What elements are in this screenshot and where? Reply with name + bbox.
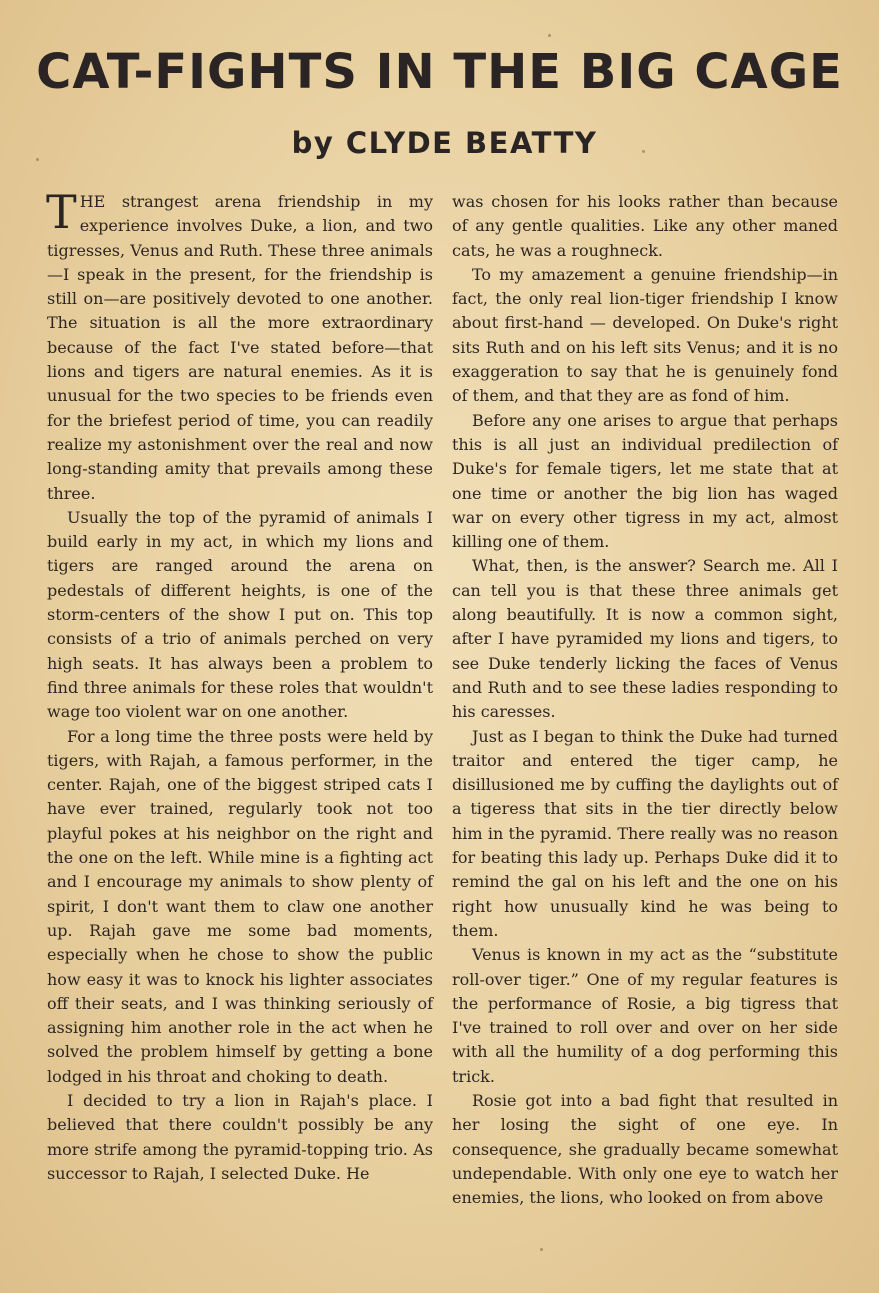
paragraph: What, then, is the answer? Search me. All I can tell you is that these three animals get along beautifully. It is now a common sight, after I have pyramided my lions and tigers, to see Duke tenderly licking the faces of Venus and Ruth and to see these ladies responding to his caresses. bbox=[452, 556, 838, 722]
paragraph: was chosen for his looks rather than because of any gentle qualities. Like any other maned cats, he was a roughneck. bbox=[452, 192, 838, 260]
paragraph: For a long time the three posts were held by tigers, with Rajah, a famous performer, in the center. Rajah, one of the biggest striped cats I have ever trained, regularly took not too playful pokes at his neighbor on the right and the one on the left. While mine is a fighting act and I encourage my animals to show plenty of spirit, I don't want them to claw one another up. Rajah gave me some bad moments, especially when he chose to show the public how easy it was to knock his lighter associates off their seats, and I was thinking seriously of assigning him another role in the act when he solved the problem himself by getting a bone lodged in his throat and choking to death. bbox=[47, 726, 433, 1086]
left-column bbox=[46, 185, 433, 1186]
drop-cap: T bbox=[46, 185, 77, 239]
paragraph: Just as I began to think the Duke had turned traitor and entered the tiger camp, he disillusioned me by cuffing the daylights out of a tigeress that sits in the tier directly below him in the pyramid. There really was no reason for beating this lady up. Perhaps Duke did it to remind the gal on his left and the one on his right how unusually kind he was being to them. bbox=[452, 726, 838, 940]
paragraph: Usually the top of the pyramid of animals I build early in my act, in which my lions and tigers are ranged around the arena on pedestals of different heights, is one of the storm-centers of the show I put on. This top consists of a trio of animals perched on very high seats. It has always been a problem to find three animals for these roles that wouldn't wage too violent war on one another. bbox=[47, 507, 433, 722]
paragraph bbox=[46, 185, 433, 506]
right-column bbox=[452, 190, 838, 1210]
paragraph: Venus is known in my act as the “substitute roll-over tiger.” One of my regular features is the performance of Rosie, a big tigress that I've trained to roll over and over on her side with all the humility of a dog performing this trick. bbox=[452, 945, 838, 1086]
article-title: CAT-FIGHTS IN THE BIG CAGE bbox=[36, 44, 843, 100]
article-byline: by CLYDE BEATTY bbox=[291, 126, 598, 160]
paragraph: Before any one arises to argue that perhaps this is all just an individual predilection of Duke's for female tigers, let me state that at one time or another the big lion has waged war on every other tigress in my act, almost killing one of them. bbox=[452, 410, 838, 552]
paragraph: I decided to try a lion in Rajah's place. I believed that there couldn't possibly be any more strife among the pyramid-topping trio. As successor to Rajah, I selected Duke. He bbox=[47, 1090, 433, 1183]
paper-speck bbox=[36, 158, 39, 161]
paragraph: To my amazement a genuine friendship—in fact, the only real lion-tiger friendship I know about first-hand — developed. On Duke's right sits Ruth and on his left sits Venus; and it is no exaggeration to say that he is genuinely fond of them, and that they are as fond of him. bbox=[452, 264, 838, 406]
paragraph: Rosie got into a bad fight that resulted in her losing the sight of one eye. In consequence, she gradually became somewhat undependable. With only one eye to watch her enemies, the lions, who looked on from above bbox=[452, 1090, 838, 1208]
paper-speck bbox=[540, 1248, 543, 1251]
paper-speck bbox=[548, 34, 551, 37]
paper-speck bbox=[642, 150, 645, 153]
paragraph-text: HE strangest arena friendship in my experience involves Duke, a lion, and two tigresses, Venus and Ruth. These three animals—I speak in the present, for the friendship is still on—are positively devoted to one another. The situation is all the more extraordinary because of the fact I've stated before—that lions and tigers are natural enemies. As it is unusual for the two species to be friends even for the briefest period of time, you can readily realize my astonishment over the real and now long-standing amity that prevails among these three. bbox=[47, 192, 433, 503]
